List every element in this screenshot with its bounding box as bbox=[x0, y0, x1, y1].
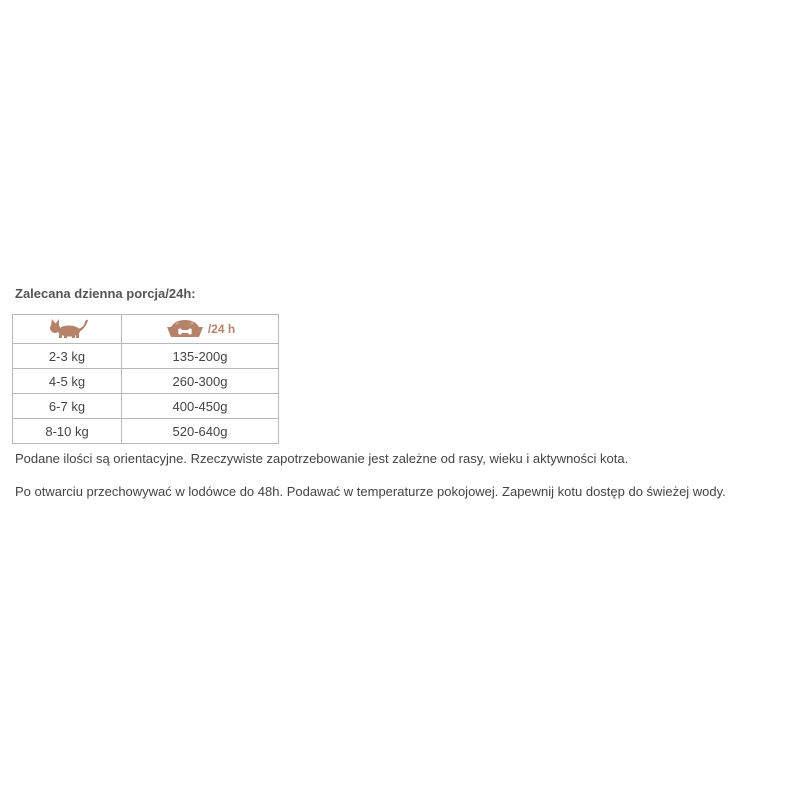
portion-cell: 135-200g bbox=[122, 344, 279, 369]
table-header-row bbox=[13, 315, 279, 344]
note-approximate-amounts: Podane ilości są orientacyjne. Rzeczywiste zapotrzebowanie jest zależne od rasy, wieku i aktywności kota. bbox=[15, 451, 629, 466]
table-row bbox=[13, 394, 279, 419]
weight-cell: 8-10 kg bbox=[13, 419, 122, 444]
table-row bbox=[13, 369, 279, 394]
header-weight-cell bbox=[13, 315, 122, 344]
portion-cell: 400-450g bbox=[122, 394, 279, 419]
table-row bbox=[13, 419, 279, 444]
portion-cell: 260-300g bbox=[122, 369, 279, 394]
cat-icon bbox=[44, 317, 90, 342]
weight-cell: 6-7 kg bbox=[13, 394, 122, 419]
portion-cell: 520-640g bbox=[122, 419, 279, 444]
table-row bbox=[13, 344, 279, 369]
header-portion-cell bbox=[122, 315, 279, 344]
feeding-table bbox=[12, 314, 279, 444]
per-24h-label: /24 h bbox=[207, 322, 236, 336]
weight-cell: 4-5 kg bbox=[13, 369, 122, 394]
weight-cell: 2-3 kg bbox=[13, 344, 122, 369]
note-storage-instructions: Po otwarciu przechowywać w lodówce do 48h. Podawać w temperaturze pokojowej. Zapewnij kotu dostęp do świeżej wody. bbox=[15, 484, 726, 499]
food-bowl-icon bbox=[165, 317, 205, 342]
feeding-title: Zalecana dzienna porcja/24h: bbox=[15, 286, 196, 301]
